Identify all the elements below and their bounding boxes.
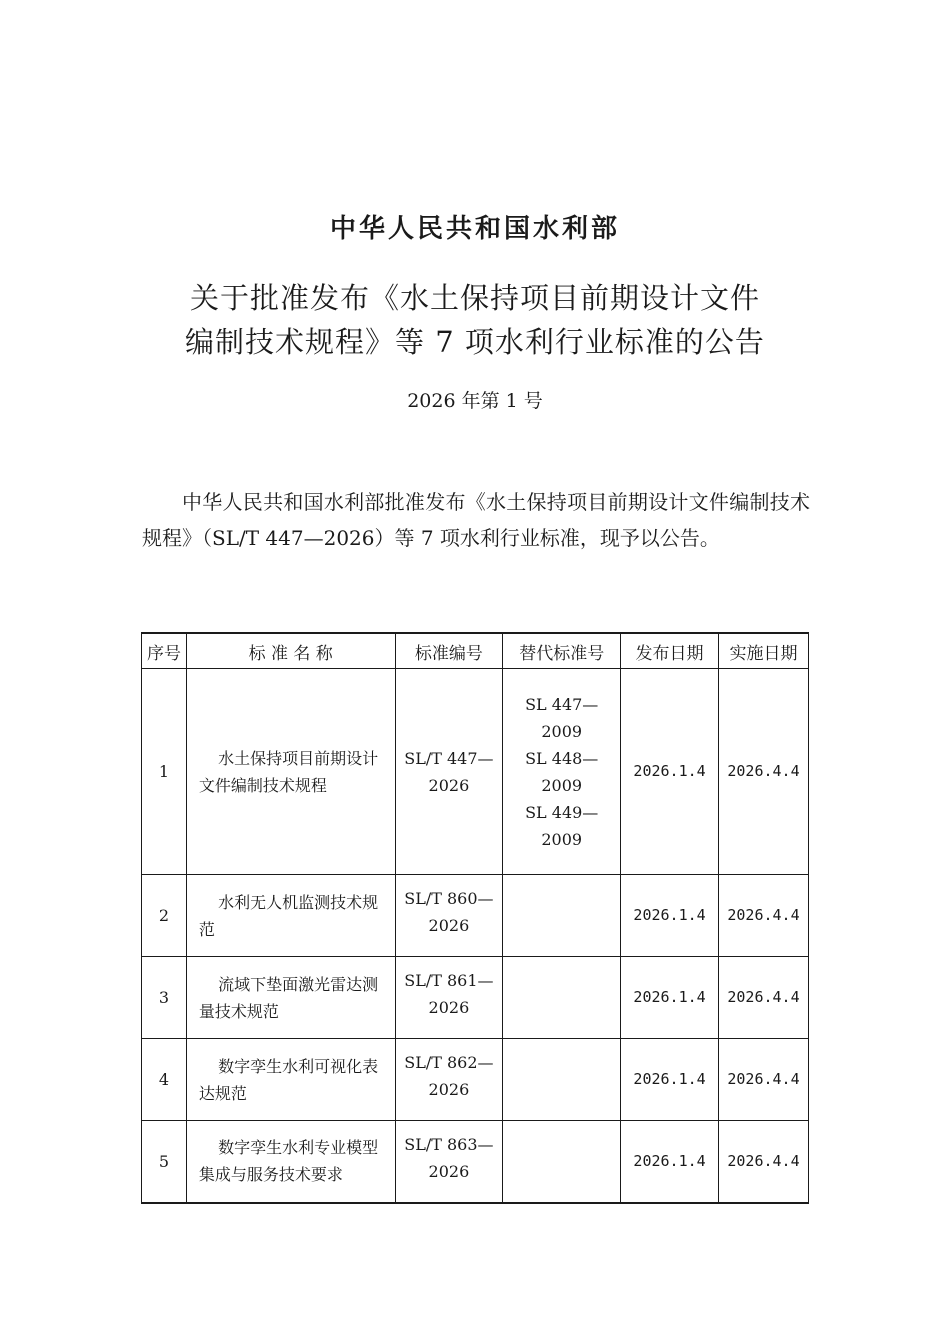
standard-code-year: 2026 <box>428 998 470 1017</box>
standard-code-prefix: SL/T 860— <box>404 889 494 908</box>
replaced-standards <box>503 1039 621 1121</box>
standard-code-prefix: SL/T 862— <box>404 1053 494 1072</box>
standard-code-prefix: SL/T 863— <box>404 1135 494 1154</box>
title-line-1: 关于批准发布《水土保持项目前期设计文件 <box>189 281 760 315</box>
replaced-code: SL 447— <box>525 694 599 714</box>
standard-name: 水土保持项目前期设计文件编制技术规程 <box>186 669 395 875</box>
replaced-standards <box>503 1121 621 1203</box>
standard-code <box>395 957 503 1039</box>
row-number: 3 <box>142 957 187 1039</box>
announcement-paragraph: 中华人民共和国水利部批准发布《水土保持项目前期设计文件编制技术规程》（SL/T 447—2026）等 7 项水利行业标准，现予以公告。 <box>142 490 810 550</box>
table-header-row <box>142 633 809 669</box>
standard-code <box>395 875 503 957</box>
table-row <box>142 957 809 1039</box>
standard-name: 数字孪生水利可视化表达规范 <box>186 1039 395 1121</box>
standard-code <box>395 1121 503 1203</box>
replaced-year: 2009 <box>541 829 583 849</box>
replaced-standards <box>503 875 621 957</box>
table-row <box>142 1039 809 1121</box>
release-date: 2026.1.4 <box>621 1121 719 1203</box>
standards-table <box>141 632 809 1204</box>
release-date: 2026.1.4 <box>621 957 719 1039</box>
effective-date: 2026.4.4 <box>719 669 809 875</box>
standard-code-year: 2026 <box>428 775 470 795</box>
header-cell-replaces: 替代标准号 <box>503 633 621 669</box>
header-cell-no: 序号 <box>142 633 187 669</box>
document-number: 2026 年第 1 号 <box>407 390 543 412</box>
table-row <box>142 875 809 957</box>
announcement-body <box>142 484 810 556</box>
standard-code-prefix: SL/T 861— <box>404 971 494 990</box>
table-row <box>142 1121 809 1203</box>
row-number: 4 <box>142 1039 187 1121</box>
table-row <box>142 669 809 875</box>
title-line-2: 编制技术规程》等 7 项水利行业标准的公告 <box>185 325 765 359</box>
row-number: 2 <box>142 875 187 957</box>
replaced-code: SL 448— <box>525 748 599 768</box>
replaced-standards <box>503 957 621 1039</box>
standard-code-year: 2026 <box>428 1162 470 1181</box>
replaced-standards <box>503 669 621 875</box>
effective-date: 2026.4.4 <box>719 957 809 1039</box>
effective-date: 2026.4.4 <box>719 875 809 957</box>
header-cell-name: 标 准 名 称 <box>186 633 395 669</box>
standard-code-prefix: SL/T 447— <box>404 748 494 768</box>
header-cell-code: 标准编号 <box>395 633 503 669</box>
issuing-organization: 中华人民共和国水利部 <box>329 214 620 244</box>
release-date: 2026.1.4 <box>621 669 719 875</box>
release-date: 2026.1.4 <box>621 875 719 957</box>
standard-name: 水利无人机监测技术规范 <box>186 875 395 957</box>
replaced-code: SL 449— <box>525 802 599 822</box>
effective-date: 2026.4.4 <box>719 1121 809 1203</box>
standard-code <box>395 669 503 875</box>
standard-code <box>395 1039 503 1121</box>
header-cell-effective: 实施日期 <box>719 633 809 669</box>
replaced-year: 2009 <box>541 775 583 795</box>
standard-code-year: 2026 <box>428 1080 470 1099</box>
standard-name: 流域下垫面激光雷达测量技术规范 <box>186 957 395 1039</box>
row-number: 5 <box>142 1121 187 1203</box>
standard-name: 数字孪生水利专业模型集成与服务技术要求 <box>186 1121 395 1203</box>
replaced-year: 2009 <box>541 721 583 741</box>
release-date: 2026.1.4 <box>621 1039 719 1121</box>
standard-code-year: 2026 <box>428 916 470 935</box>
header-cell-release: 发布日期 <box>621 633 719 669</box>
row-number: 1 <box>142 669 187 875</box>
effective-date: 2026.4.4 <box>719 1039 809 1121</box>
